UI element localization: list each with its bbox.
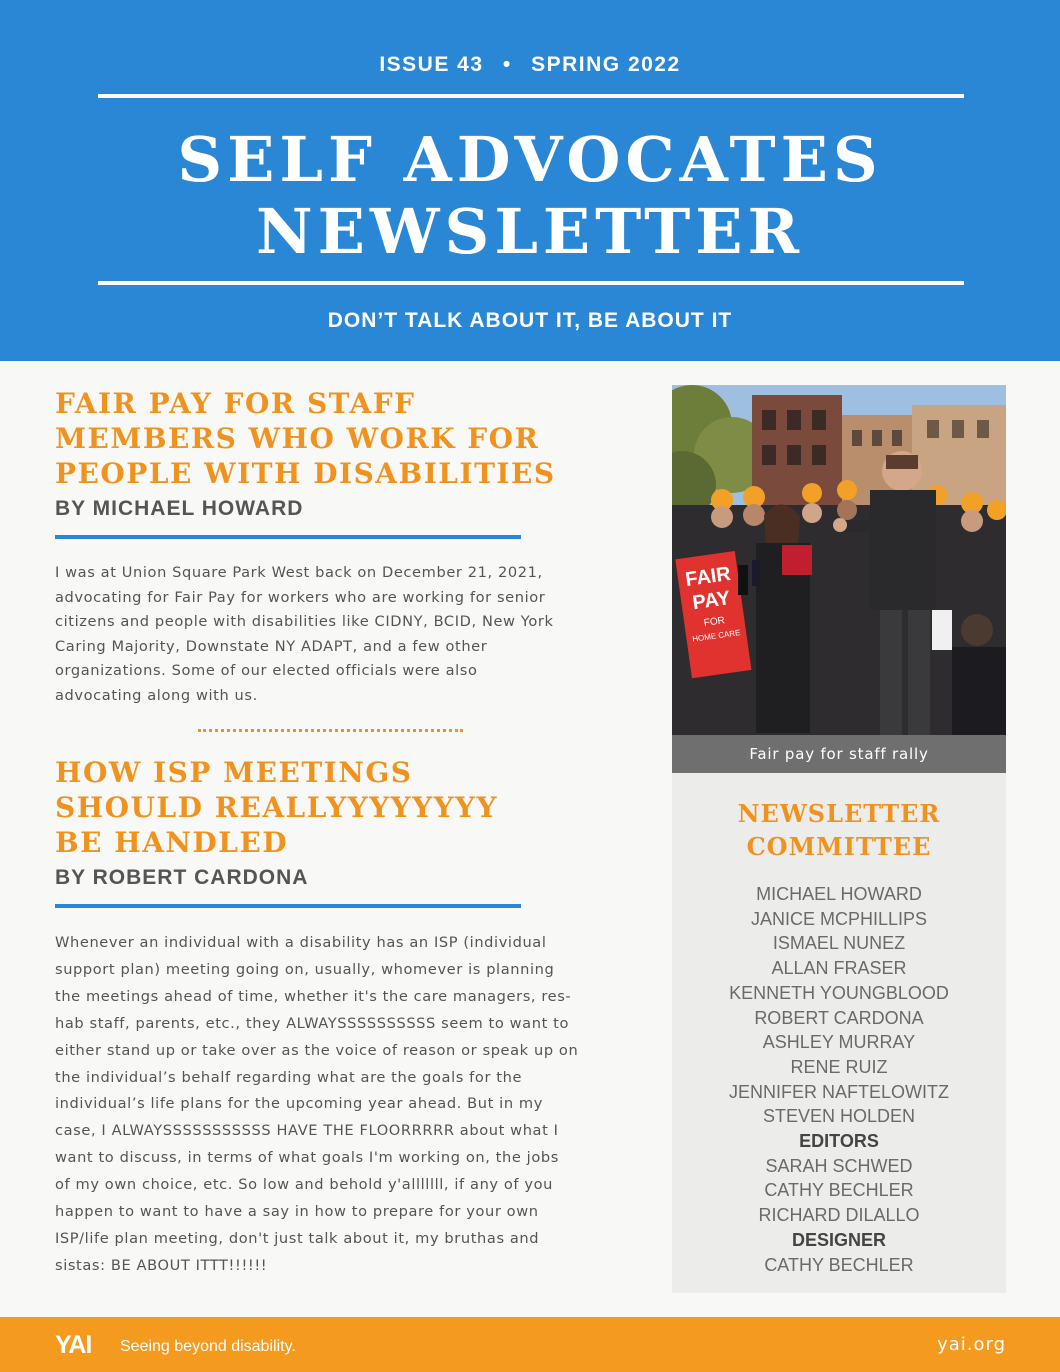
- masthead: [0, 0, 1060, 361]
- body-line: citizens and people with disabilities like CIDNY, BCID, New York: [55, 613, 554, 631]
- title-line-1: SELF ADVOCATES: [177, 123, 883, 196]
- body-line: advocating for Fair Pay for workers who are working for senior: [55, 588, 546, 606]
- rally-photo: [672, 385, 1006, 735]
- editors-label: EDITORS: [799, 1131, 879, 1152]
- sign-text: FOR: [703, 615, 726, 629]
- body-line: I was at Union Square Park West back on December 21, 2021,: [55, 564, 543, 581]
- newsletter-title: [0, 124, 1060, 268]
- body-line: advocating along with us.: [55, 686, 258, 704]
- issue-number: ISSUE 43: [379, 53, 484, 76]
- designer-name: CATHY BECHLER: [764, 1254, 914, 1275]
- body-line: case, I ALWAYSSSSSSSSSSS HAVE THE FLOORRRRR about what I: [55, 1122, 559, 1140]
- committee-member: ROBERT CARDONA: [754, 1007, 924, 1028]
- body-line: want to discuss, in terms of what goals I'm working on, the jobs: [55, 1149, 559, 1167]
- body-line: individual’s life plans for the upcoming year ahead. But in my: [55, 1095, 543, 1113]
- body-line: sistas: BE ABOUT ITTT!!!!!!: [55, 1256, 268, 1274]
- editor-name: SARAH SCHWED: [765, 1155, 913, 1176]
- website-link[interactable]: yai.org: [937, 1334, 1006, 1355]
- headline-line: HOW ISP MEETINGS: [55, 756, 413, 789]
- body-line: either stand up or take over as the voice of reason or speak up on: [55, 1041, 579, 1059]
- sign-text: PAY: [691, 587, 732, 615]
- article-byline: BY MICHAEL HOWARD: [55, 497, 304, 520]
- designer-label: DESIGNER: [791, 1229, 887, 1250]
- committee-member: JENNIFER NAFTELOWITZ: [729, 1081, 949, 1102]
- title-line-2: NEWSLETTER: [255, 195, 805, 268]
- logo-tagline: Seeing beyond disability.: [120, 1338, 296, 1355]
- body-line: Caring Majority, Downstate NY ADAPT, and a few other: [55, 637, 488, 655]
- issue-season: SPRING 2022: [531, 53, 681, 76]
- headline-line: FAIR PAY FOR STAFF: [55, 387, 416, 420]
- byline-rule: [55, 535, 521, 539]
- headline-line: MEMBERS WHO WORK FOR: [55, 422, 540, 455]
- body-line: hab staff, parents, etc., they ALWAYSSSSSSSSSS seem to want to: [55, 1014, 569, 1032]
- body-line: ISP/life plan meeting, don't just talk about it, my bruthas and: [55, 1229, 540, 1247]
- article-byline: BY ROBERT CARDONA: [55, 866, 309, 889]
- headline-line: SHOULD REALLYYYYYYYY: [55, 791, 499, 824]
- body-line: the meetings ahead of time, whether it's the care managers, res-: [55, 987, 572, 1005]
- headline-line: BE HANDLED: [55, 826, 289, 859]
- editor-name: RICHARD DILALLO: [758, 1205, 920, 1226]
- header-rule-bottom: [98, 281, 964, 285]
- tagline: DON’T TALK ABOUT IT, BE ABOUT IT: [327, 309, 733, 332]
- article-fair-pay: [55, 386, 625, 709]
- article-isp-meetings: [55, 755, 625, 1280]
- sidebar: [672, 385, 1006, 1293]
- body-line: organizations. Some of our elected officials were also: [55, 662, 478, 680]
- committee-title: [672, 797, 1006, 863]
- sign-text: HOME CARE: [691, 628, 741, 644]
- committee-member: KENNETH YOUNGBLOOD: [729, 982, 949, 1003]
- committee-member: RENE RUIZ: [790, 1056, 888, 1077]
- footer: [0, 1317, 1060, 1372]
- header-rule-top: [98, 94, 964, 98]
- article-headline: [55, 386, 625, 491]
- article-body: [55, 930, 625, 1280]
- committee-member: ASHLEY MURRAY: [762, 1032, 916, 1053]
- article-headline: [55, 755, 625, 860]
- article-divider: [198, 729, 463, 732]
- headline-line: PEOPLE WITH DISABILITIES: [55, 457, 556, 490]
- body-line: of my own choice, etc. So low and behold y'alllllll, if any of you: [55, 1176, 554, 1194]
- committee-member: MICHAEL HOWARD: [756, 884, 922, 904]
- body-line: the individual’s behalf regarding what are the goals for the: [55, 1068, 523, 1086]
- issue-line: [0, 53, 1060, 77]
- committee-member: ISMAEL NUNEZ: [772, 933, 906, 954]
- committee-member: ALLAN FRASER: [771, 958, 907, 979]
- committee-title-line: NEWSLETTER: [737, 799, 941, 828]
- separator-dot: •: [502, 53, 512, 76]
- yai-logo: YAI: [55, 1331, 92, 1359]
- committee-member: JANICE MCPHILLIPS: [750, 908, 928, 929]
- body-line: Whenever an individual with a disability has an ISP (individual: [55, 934, 547, 951]
- article-body: [55, 561, 625, 709]
- byline-rule: [55, 904, 521, 908]
- sign-text: FAIR: [683, 562, 733, 592]
- committee-title-line: COMMITTEE: [746, 832, 932, 861]
- committee-list: [672, 882, 1006, 1277]
- editor-name: CATHY BECHLER: [764, 1180, 914, 1201]
- body-line: support plan) meeting going on, usually, whomever is planning: [55, 960, 555, 978]
- photo-caption: Fair pay for staff rally: [672, 735, 1006, 773]
- rally-photo-illustration: [672, 385, 1006, 735]
- committee-member: STEVEN HOLDEN: [762, 1106, 916, 1127]
- body-line: happen to want to have a say in how to prepare for your own: [55, 1203, 539, 1221]
